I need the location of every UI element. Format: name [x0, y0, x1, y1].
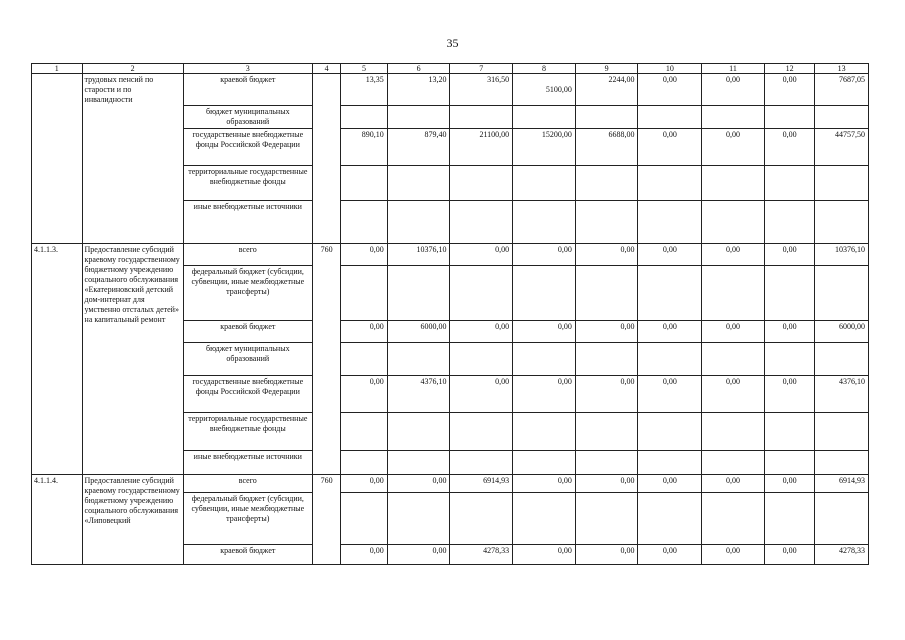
column-header: 10	[638, 64, 702, 74]
funding-source: государственные внебюджетные фонды Российской Федерации	[183, 129, 312, 166]
value-cell: 0,00	[513, 545, 576, 565]
value-cell	[341, 106, 388, 129]
header-row	[32, 64, 869, 74]
funding-source: бюджет муниципальных образований	[183, 106, 312, 129]
value-cell	[513, 266, 576, 321]
value-cell: 6688,00	[575, 129, 638, 166]
budget-table	[31, 63, 869, 565]
value-cell	[387, 266, 450, 321]
value-cell	[341, 343, 388, 376]
column-4-cell	[313, 74, 341, 244]
funding-source: иные внебюджетные источники	[183, 451, 312, 475]
value-cell	[575, 201, 638, 244]
value-cell	[815, 166, 869, 201]
value-cell	[450, 266, 513, 321]
funding-source: иные внебюджетные источники	[183, 201, 312, 244]
value-cell: 6914,93	[815, 475, 869, 493]
value-cell: 0,00	[450, 376, 513, 413]
value-cell	[513, 343, 576, 376]
value-cell	[638, 106, 702, 129]
value-cell	[341, 201, 388, 244]
funding-source: федеральный бюджет (субсидии, субвенции, иные межбюджетные трансферты)	[183, 266, 312, 321]
value-cell: 21100,00	[450, 129, 513, 166]
value-cell: 10376,10	[387, 244, 450, 266]
value-cell: 0,00	[450, 321, 513, 343]
value-cell	[341, 266, 388, 321]
value-cell	[764, 451, 815, 475]
value-cell: 0,00	[575, 545, 638, 565]
funding-source: краевой бюджет	[183, 74, 312, 106]
value-cell: 0,00	[575, 244, 638, 266]
value-cell	[450, 413, 513, 451]
value-cell: 0,00	[764, 129, 815, 166]
value-cell	[513, 493, 576, 545]
value-cell	[702, 493, 765, 545]
value-cell	[575, 166, 638, 201]
funding-source: всего	[183, 475, 312, 493]
funding-source: территориальные государственные внебюджетные фонды	[183, 166, 312, 201]
page-number: 35	[446, 36, 459, 50]
value-cell	[815, 493, 869, 545]
value-cell: 890,10	[341, 129, 388, 166]
value-cell	[450, 106, 513, 129]
value-cell: 0,00	[513, 244, 576, 266]
value-cell: 0,00	[341, 475, 388, 493]
value-cell	[815, 266, 869, 321]
value-cell: 0,00	[702, 129, 765, 166]
value-cell	[575, 343, 638, 376]
value-cell: 0,00	[702, 376, 765, 413]
value-cell: 0,00	[638, 545, 702, 565]
value-cell: 0,00	[575, 376, 638, 413]
value-cell	[513, 106, 576, 129]
value-cell: 6914,93	[450, 475, 513, 493]
value-cell	[387, 201, 450, 244]
value-cell: 2244,00	[575, 74, 638, 106]
value-cell: 0,00	[702, 244, 765, 266]
table-row	[32, 244, 869, 266]
value-cell	[815, 413, 869, 451]
value-cell	[575, 451, 638, 475]
value-cell: 0,00	[387, 475, 450, 493]
value-cell	[638, 343, 702, 376]
value-cell: 0,00	[764, 74, 815, 106]
value-cell: 0,00	[638, 376, 702, 413]
value-cell	[450, 493, 513, 545]
value-cell	[513, 413, 576, 451]
value-cell: 0,00	[638, 244, 702, 266]
value-cell: 44757,50	[815, 129, 869, 166]
value-cell	[764, 266, 815, 321]
value-cell: 0,00	[702, 74, 765, 106]
value-cell	[638, 201, 702, 244]
value-cell	[513, 166, 576, 201]
value-cell	[513, 74, 576, 106]
value-cell	[513, 451, 576, 475]
value-cell	[387, 413, 450, 451]
value-cell	[638, 166, 702, 201]
value-cell	[764, 166, 815, 201]
value-cell: 0,00	[575, 475, 638, 493]
value-cell: 0,00	[341, 321, 388, 343]
value-cell	[702, 343, 765, 376]
value-cell: 15200,00	[513, 129, 576, 166]
value-cell: 0,00	[764, 321, 815, 343]
item-description: трудовых пенсий по старости и по инвалидности	[82, 74, 183, 244]
value-cell: 0,00	[341, 376, 388, 413]
value-cell: 0,00	[764, 376, 815, 413]
value-cell: 10376,10	[815, 244, 869, 266]
item-code-cell	[32, 74, 83, 244]
column-header: 8	[513, 64, 576, 74]
value-cell	[764, 493, 815, 545]
item-code: 4.1.1.4.	[32, 475, 83, 565]
funding-source: территориальные государственные внебюджетные фонды	[183, 413, 312, 451]
value-cell	[815, 201, 869, 244]
value-cell	[575, 106, 638, 129]
value-cell: 0,00	[513, 321, 576, 343]
value-cell	[387, 451, 450, 475]
value-cell: 0,00	[387, 545, 450, 565]
value-cell	[341, 413, 388, 451]
table-row	[32, 74, 869, 106]
column-header: 2	[82, 64, 183, 74]
column-header: 11	[702, 64, 765, 74]
value-cell	[764, 106, 815, 129]
value-cell	[764, 343, 815, 376]
value-cell	[513, 201, 576, 244]
value-cell	[387, 106, 450, 129]
value-cell	[702, 106, 765, 129]
value-cell	[702, 266, 765, 321]
value-cell: 0,00	[764, 545, 815, 565]
funding-source: краевой бюджет	[183, 321, 312, 343]
value-cell: 13,20	[387, 74, 450, 106]
value-cell: 0,00	[341, 244, 388, 266]
value-cell: 4376,10	[387, 376, 450, 413]
value-cell	[450, 451, 513, 475]
value-cell	[815, 106, 869, 129]
value-cell	[702, 413, 765, 451]
value-cell: 4278,33	[450, 545, 513, 565]
value-cell: 0,00	[638, 321, 702, 343]
value-cell	[341, 451, 388, 475]
value-cell: 316,50	[450, 74, 513, 106]
column-header: 12	[764, 64, 815, 74]
column-4-code: 760	[313, 244, 341, 475]
value-cell	[341, 166, 388, 201]
value-cell	[450, 343, 513, 376]
value-cell: 0,00	[764, 475, 815, 493]
funding-source: государственные внебюджетные фонды Российской Федерации	[183, 376, 312, 413]
value-cell: 0,00	[575, 321, 638, 343]
value-cell: 4376,10	[815, 376, 869, 413]
value-cell	[387, 343, 450, 376]
value-cell	[702, 451, 765, 475]
column-header: 1	[32, 64, 83, 74]
value-cell	[575, 413, 638, 451]
value-cell: 0,00	[638, 74, 702, 106]
value-cell	[638, 493, 702, 545]
funding-source: федеральный бюджет (субсидии, субвенции, иные межбюджетные трансферты)	[183, 493, 312, 545]
value-cell	[575, 266, 638, 321]
item-description: Предоставление субсидий краевому государственному бюджетному учреждению социального обслуживания «Липовецкий	[82, 475, 183, 565]
value-cell: 0,00	[638, 129, 702, 166]
value-cell: 6000,00	[815, 321, 869, 343]
value-cell: 879,40	[387, 129, 450, 166]
value-cell: 0,00	[450, 244, 513, 266]
value-cell	[387, 166, 450, 201]
value-cell	[764, 413, 815, 451]
value-cell: 0,00	[702, 321, 765, 343]
column-header: 6	[387, 64, 450, 74]
value-cell: 7687,05	[815, 74, 869, 106]
column-header: 3	[183, 64, 312, 74]
value-cell	[815, 451, 869, 475]
funding-source: краевой бюджет	[183, 545, 312, 565]
funding-source: бюджет муниципальных образований	[183, 343, 312, 376]
value-cell	[815, 343, 869, 376]
value-cell: 6000,00	[387, 321, 450, 343]
value-cell	[341, 493, 388, 545]
value-cell: 0,00	[702, 475, 765, 493]
value-cell: 13,35	[341, 74, 388, 106]
value-cell: 0,00	[638, 475, 702, 493]
item-code: 4.1.1.3.	[32, 244, 83, 475]
value-cell: 0,00	[341, 545, 388, 565]
value-cell: 4278,33	[815, 545, 869, 565]
value-cell: 0,00	[764, 244, 815, 266]
value-cell	[387, 493, 450, 545]
column-header: 7	[450, 64, 513, 74]
column-header: 4	[313, 64, 341, 74]
value-text: 5100,00	[545, 85, 572, 94]
value-cell: 0,00	[702, 545, 765, 565]
value-cell	[764, 201, 815, 244]
value-cell	[702, 166, 765, 201]
column-header: 9	[575, 64, 638, 74]
value-cell	[702, 201, 765, 244]
column-header: 13	[815, 64, 869, 74]
value-cell: 0,00	[513, 376, 576, 413]
column-4-code: 760	[313, 475, 341, 565]
value-cell	[638, 266, 702, 321]
value-cell	[450, 166, 513, 201]
value-cell	[575, 493, 638, 545]
funding-source: всего	[183, 244, 312, 266]
table-row	[32, 475, 869, 493]
value-cell	[638, 413, 702, 451]
value-cell	[450, 201, 513, 244]
value-cell	[638, 451, 702, 475]
value-cell: 0,00	[513, 475, 576, 493]
column-header: 5	[341, 64, 388, 74]
item-description: Предоставление субсидий краевому государственному бюджетному учреждению социального обслуживания «Екатериновский детский дом-интернат для умственно отсталых детей» на капитальный ремонт	[82, 244, 183, 475]
